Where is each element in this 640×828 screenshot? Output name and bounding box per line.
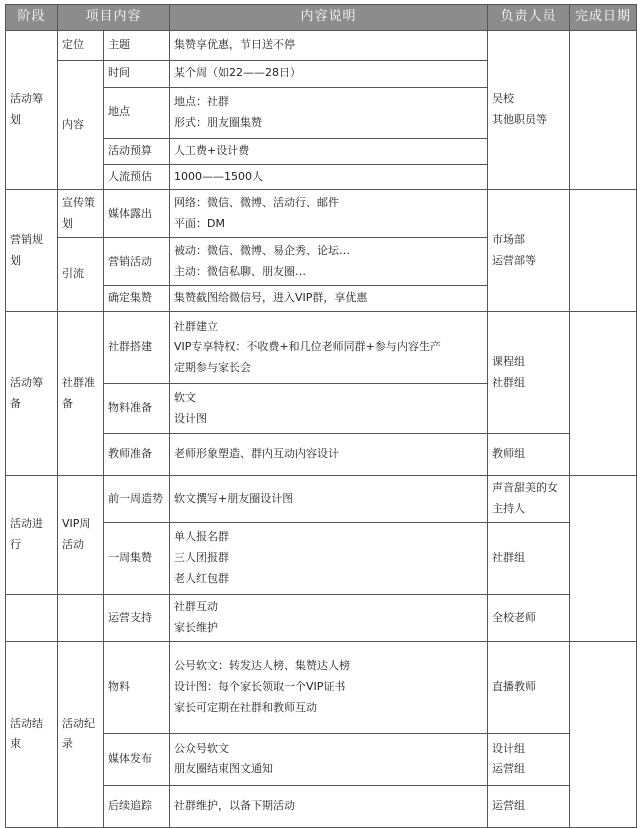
desc-cell [170, 641, 488, 733]
desc-cell [170, 138, 488, 164]
stage-cell: 活动结束 [6, 641, 58, 827]
desc-cell [170, 312, 488, 384]
stage-cell [6, 595, 58, 642]
owner-line: 其他职员等 [492, 113, 548, 127]
header-stage: 阶段 [6, 5, 58, 31]
stage-cell: 活动筹划 [6, 30, 58, 190]
desc-cell [170, 384, 488, 434]
subitem-cell: 前一周造势 [104, 476, 170, 523]
subitem-cell: 一周集赞 [104, 523, 170, 595]
desc-cell [170, 434, 488, 476]
owner-line: 社群组 [492, 551, 526, 565]
category-cell: VIP周活动 [58, 476, 104, 595]
subitem-cell: 物料准备 [104, 384, 170, 434]
category-cell: 宣传策划 [58, 190, 104, 238]
desc-line: 朋友圈结束图文通知 [174, 762, 274, 776]
desc-line: 软文撰写+朋友圈设计图 [174, 491, 294, 505]
desc-line: 老师形象塑造、群内互动内容设计 [174, 447, 340, 461]
stage-cell: 活动进行 [6, 476, 58, 595]
owner-line: 课程组 [492, 354, 526, 368]
subitem-cell: 教师准备 [104, 434, 170, 476]
subitem-cell: 时间 [104, 60, 170, 87]
desc-line: 单人报名群 [174, 530, 230, 544]
desc-line: 社群维护，以备下期活动 [174, 798, 296, 812]
header-date: 完成日期 [570, 5, 637, 31]
table-row [6, 595, 637, 642]
desc-line: 软文 [174, 390, 197, 404]
subitem-cell: 活动预算 [104, 138, 170, 164]
subitem-cell: 媒体露出 [104, 190, 170, 238]
owner-cell [488, 523, 570, 595]
table-row [6, 312, 637, 384]
desc-cell [170, 87, 488, 138]
date-cell [570, 312, 637, 476]
desc-line: 设计图：每个家长领取一个VIP证书 [174, 679, 346, 693]
desc-line: 平面：DM [174, 216, 225, 230]
desc-line: VIP专享特权：不收费+和几位老师同群+参与内容生产 [174, 340, 441, 354]
desc-line: 家长可定期在社群和教师互动 [174, 700, 318, 714]
owner-cell [488, 733, 570, 785]
desc-cell [170, 286, 488, 312]
subitem-cell: 社群搭建 [104, 312, 170, 384]
desc-line: 集赞截图给微信号，进入VIP群，享优惠 [174, 291, 368, 305]
category-cell: 社群准备 [58, 312, 104, 476]
desc-cell [170, 733, 488, 785]
owner-cell [488, 595, 570, 642]
owner-line: 教师组 [492, 447, 526, 461]
category-cell: 内容 [58, 60, 104, 190]
desc-cell [170, 60, 488, 87]
header-owner: 负责人员 [488, 5, 570, 31]
desc-cell [170, 595, 488, 642]
stage-cell: 活动筹备 [6, 312, 58, 476]
plan-table [5, 4, 637, 828]
desc-cell [170, 523, 488, 595]
header-desc: 内容说明 [170, 5, 488, 31]
stage-cell: 营销规划 [6, 190, 58, 312]
desc-line: 老人红包群 [174, 572, 230, 586]
desc-line: 三人团报群 [174, 551, 230, 565]
desc-line: 地点：社群 [174, 94, 230, 108]
desc-line: 社群建立 [174, 319, 219, 333]
owner-cell [488, 641, 570, 733]
owner-line: 声音甜美的女主持人 [492, 481, 559, 516]
subitem-cell: 运营支持 [104, 595, 170, 642]
owner-line: 设计组 [492, 741, 526, 755]
desc-line: 公号软文：转发达人榜、集赞达人榜 [174, 659, 351, 673]
category-cell: 活动纪录 [58, 641, 104, 827]
table-row [6, 641, 637, 733]
desc-cell [170, 785, 488, 827]
owner-line: 全校老师 [492, 610, 537, 624]
owner-line: 市场部 [492, 233, 526, 247]
desc-cell [170, 476, 488, 523]
desc-cell [170, 164, 488, 190]
owner-line: 运营组 [492, 798, 526, 812]
desc-line: 集赞享优惠，节日送不停 [174, 37, 296, 51]
owner-cell [488, 785, 570, 827]
desc-line: 形式：朋友圈集赞 [174, 115, 263, 129]
owner-cell [488, 190, 570, 312]
desc-line: 人工费+设计费 [174, 143, 250, 157]
desc-cell [170, 238, 488, 286]
date-cell [570, 476, 637, 642]
owner-line: 吴校 [492, 92, 515, 106]
desc-line: 设计图 [174, 411, 208, 425]
subitem-cell: 人流预估 [104, 164, 170, 190]
owner-line: 直播教师 [492, 679, 537, 693]
date-cell [570, 30, 637, 190]
subitem-cell: 地点 [104, 87, 170, 138]
category-cell [58, 595, 104, 642]
table-row [6, 30, 637, 60]
desc-cell [170, 190, 488, 238]
owner-cell [488, 476, 570, 523]
desc-line: 网络：微信、微博、活动行、邮件 [174, 196, 340, 210]
owner-line: 运营部等 [492, 253, 537, 267]
owner-cell [488, 434, 570, 476]
desc-cell [170, 30, 488, 60]
category-cell: 定位 [58, 30, 104, 60]
desc-line: 公众号软文 [174, 741, 230, 755]
desc-line: 被动：微信、微博、易企秀、论坛… [174, 244, 351, 258]
subitem-cell: 营销活动 [104, 238, 170, 286]
owner-cell [488, 312, 570, 434]
date-cell [570, 641, 637, 827]
subitem-cell: 物料 [104, 641, 170, 733]
subitem-cell: 主题 [104, 30, 170, 60]
desc-line: 某个周（如22——28日） [174, 66, 302, 80]
desc-line: 家长维护 [174, 621, 219, 635]
table-row [6, 190, 637, 238]
subitem-cell: 确定集赞 [104, 286, 170, 312]
desc-line: 1000——1500人 [174, 169, 264, 183]
header-row [6, 5, 637, 31]
owner-line: 社群组 [492, 375, 526, 389]
date-cell [570, 190, 637, 312]
desc-line: 定期参与家长会 [174, 361, 252, 375]
header-item: 项目内容 [58, 5, 170, 31]
subitem-cell: 后续追踪 [104, 785, 170, 827]
desc-line: 主动：微信私聊、朋友圈… [174, 264, 307, 278]
category-cell: 引流 [58, 238, 104, 312]
owner-cell [488, 30, 570, 190]
owner-line: 运营组 [492, 762, 526, 776]
subitem-cell: 媒体发布 [104, 733, 170, 785]
desc-line: 社群互动 [174, 600, 219, 614]
table-row [6, 476, 637, 523]
